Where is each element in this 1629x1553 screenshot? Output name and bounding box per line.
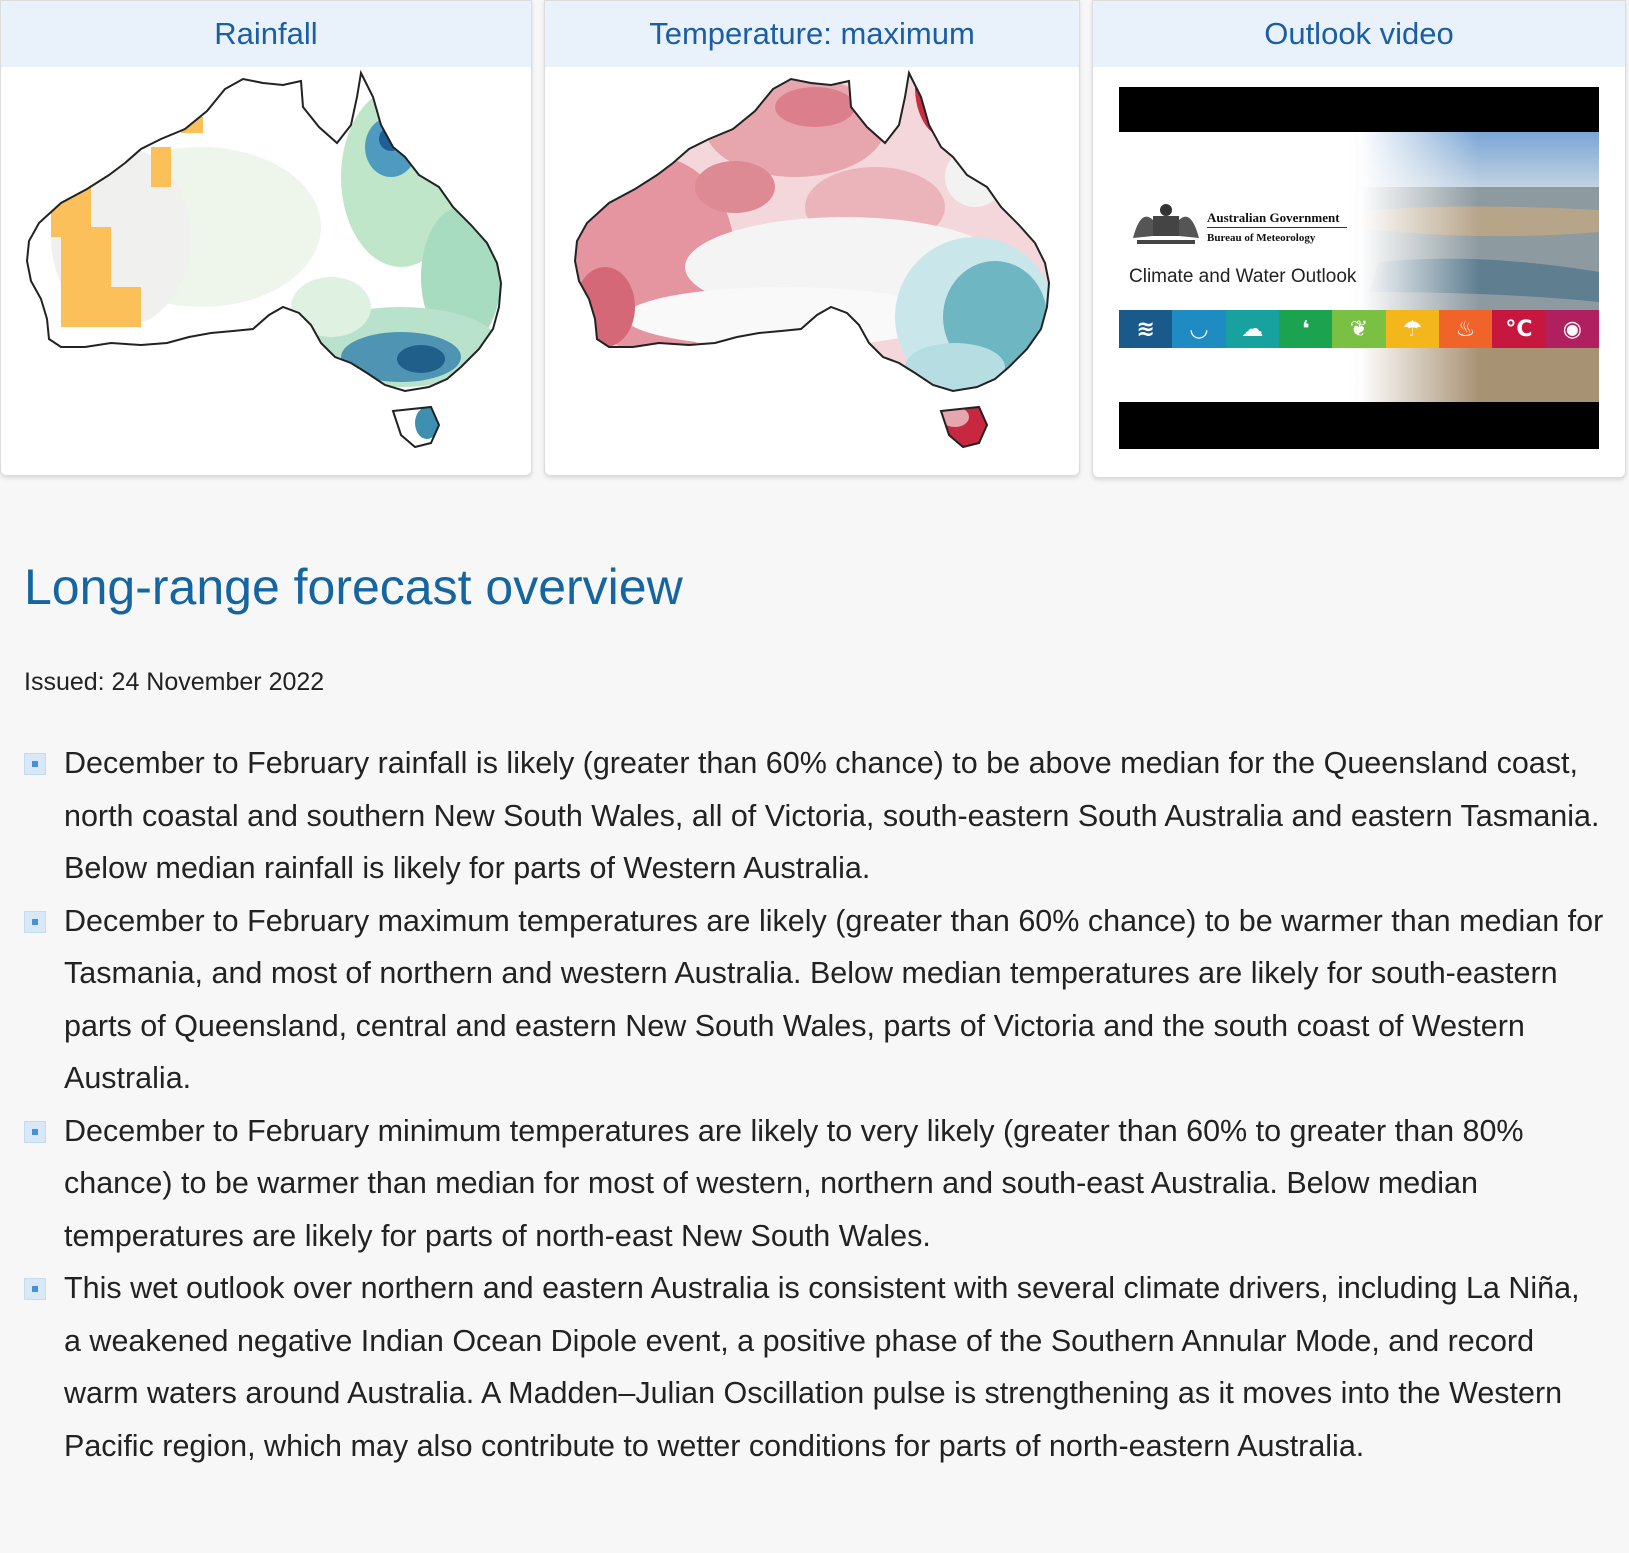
list-item [24, 1262, 1604, 1472]
list-item [24, 895, 1604, 1105]
bullet-icon [24, 1121, 46, 1143]
forecast-bullets [24, 737, 1604, 1472]
rainfall-card[interactable] [0, 0, 532, 476]
fire-icon: ♨ [1439, 310, 1492, 348]
gov-divider [1207, 227, 1347, 228]
icon-strip [1119, 310, 1599, 348]
bullet-icon [24, 753, 46, 775]
temperature-card[interactable] [544, 0, 1080, 476]
bullet-icon [24, 1278, 46, 1300]
gov-line1: Australian Government [1207, 210, 1340, 225]
outlook-cards [0, 0, 1629, 480]
thermometer-icon: °C [1492, 310, 1545, 348]
list-item [24, 1105, 1604, 1263]
no-rain-icon: ☂ [1386, 310, 1439, 348]
temperature-map[interactable] [545, 67, 1079, 475]
outlook-video-card[interactable] [1092, 0, 1626, 478]
bullet-text: December to February maximum temperatures are likely (greater than 60% chance) to be warmer than median for Tasmania, and most of northern and western Australia. Below median temperatures are likely for south-eastern parts of Queensland, central and eastern New South Wales, parts of Victoria and the south coast of Western Australia. [64, 903, 1604, 1095]
list-item [24, 737, 1604, 895]
temperature-card-title: Temperature: maximum [545, 1, 1079, 67]
plant-icon: ❦ [1332, 310, 1385, 348]
bullet-text: This wet outlook over northern and eastern Australia is consistent with several climate drivers, including La Niña, a weakened negative Indian Ocean Dipole event, a positive phase of the Southern Annular Mode, and record warm waters around Australia. A Madden–Julian Oscillation pulse is strengthening as it moves into the Western Pacific region, which may also contribute to wetter conditions for parts of north-eastern Australia. [64, 1271, 1580, 1463]
globe-icon: ◉ [1546, 310, 1599, 348]
wave-icon: ≋ [1119, 310, 1172, 348]
coat-of-arms-icon [1129, 198, 1203, 248]
video-title: Climate and Water Outlook [1129, 266, 1357, 287]
issued-date: Issued: 24 November 2022 [24, 668, 325, 696]
rain-cloud-icon: ☁ [1226, 310, 1279, 348]
video-card-title: Outlook video [1093, 1, 1625, 67]
landscape-photo [1359, 132, 1599, 402]
bullet-icon [24, 911, 46, 933]
rainfall-card-title: Rainfall [1, 1, 531, 67]
page-title: Long-range forecast overview [24, 559, 683, 615]
drop-icon: ❛ [1279, 310, 1332, 348]
gov-line2: Bureau of Meteorology [1207, 232, 1316, 244]
water-icon: ◡ [1172, 310, 1225, 348]
rainfall-map[interactable] [1, 67, 531, 475]
bullet-text: December to February minimum temperatures are likely to very likely (greater than 60% to greater than 80% chance) to be warmer than median for most of western, northern and south-east Australia. Below median temperatures are likely for parts of north-east New South Wales. [64, 1113, 1524, 1253]
video-player[interactable] [1119, 87, 1599, 449]
video-thumbnail[interactable] [1119, 132, 1599, 402]
bullet-text: December to February rainfall is likely (greater than 60% chance) to be above median for the Queensland coast, north coastal and southern New South Wales, all of Victoria, south-eastern South Australia and eastern Tasmania. Below median rainfall is likely for parts of Western Australia. [64, 746, 1600, 885]
